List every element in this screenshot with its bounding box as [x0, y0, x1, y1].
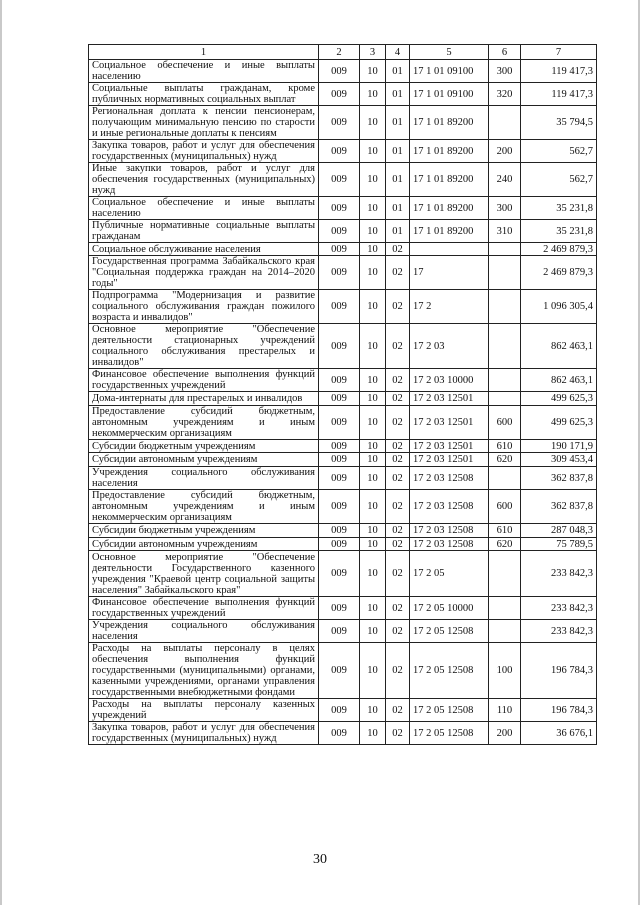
header-row — [89, 45, 597, 60]
cell-ved: 009 — [319, 597, 360, 620]
cell-vr — [489, 369, 521, 392]
table-row — [89, 392, 597, 406]
cell-sum: 35 231,8 — [521, 197, 597, 220]
cell-pr: 02 — [386, 597, 410, 620]
cell-rz: 10 — [360, 290, 386, 324]
cell-rz: 10 — [360, 106, 386, 140]
cell-rz: 10 — [360, 163, 386, 197]
table-row — [89, 369, 597, 392]
cell-rz: 10 — [360, 643, 386, 699]
cell-sum: 75 789,5 — [521, 538, 597, 551]
cell-name: Публичные нормативные социальные выплаты гражданам — [89, 220, 319, 243]
cell-name: Субсидии автономным учреждениям — [89, 453, 319, 467]
cell-ved: 009 — [319, 243, 360, 256]
cell-pr: 02 — [386, 524, 410, 538]
cell-rz: 10 — [360, 524, 386, 538]
cell-csr: 17 2 05 12508 — [410, 722, 489, 745]
cell-rz: 10 — [360, 490, 386, 524]
cell-pr: 02 — [386, 551, 410, 597]
cell-name: Предоставление субсидий бюджетным, автономным учреждениям и иным некоммерческим организациям — [89, 490, 319, 524]
cell-pr: 01 — [386, 163, 410, 197]
cell-rz: 10 — [360, 83, 386, 106]
cell-vr: 610 — [489, 440, 521, 453]
cell-pr: 02 — [386, 392, 410, 406]
cell-sum: 562,7 — [521, 163, 597, 197]
cell-pr: 02 — [386, 699, 410, 722]
table-row — [89, 453, 597, 467]
table-row — [89, 60, 597, 83]
cell-vr: 200 — [489, 722, 521, 745]
table-row — [89, 538, 597, 551]
cell-name: Закупка товаров, работ и услуг для обеспечения государственных (муниципальных) нужд — [89, 140, 319, 163]
cell-rz: 10 — [360, 467, 386, 490]
cell-rz: 10 — [360, 243, 386, 256]
cell-sum: 196 784,3 — [521, 643, 597, 699]
table-row — [89, 197, 597, 220]
cell-ved: 009 — [319, 538, 360, 551]
cell-vr — [489, 243, 521, 256]
cell-ved: 009 — [319, 722, 360, 745]
cell-csr: 17 2 03 12501 — [410, 453, 489, 467]
cell-csr: 17 1 01 89200 — [410, 140, 489, 163]
col-header-sum: 7 — [521, 45, 597, 60]
table-row — [89, 406, 597, 440]
cell-sum: 35 794,5 — [521, 106, 597, 140]
table-row — [89, 699, 597, 722]
cell-sum: 119 417,3 — [521, 83, 597, 106]
cell-rz: 10 — [360, 197, 386, 220]
table-row — [89, 440, 597, 453]
cell-csr: 17 1 01 89200 — [410, 197, 489, 220]
cell-rz: 10 — [360, 369, 386, 392]
cell-sum: 233 842,3 — [521, 620, 597, 643]
cell-csr: 17 1 01 89200 — [410, 163, 489, 197]
cell-vr — [489, 551, 521, 597]
page-number: 30 — [313, 852, 327, 867]
table-row — [89, 551, 597, 597]
col-header-name: 1 — [89, 45, 319, 60]
cell-name: Субсидии бюджетным учреждениям — [89, 524, 319, 538]
cell-ved: 009 — [319, 140, 360, 163]
cell-sum: 862 463,1 — [521, 369, 597, 392]
cell-ved: 009 — [319, 406, 360, 440]
table-row — [89, 256, 597, 290]
cell-sum: 287 048,3 — [521, 524, 597, 538]
cell-rz: 10 — [360, 538, 386, 551]
cell-vr — [489, 324, 521, 369]
scan-left-edge — [0, 0, 2, 905]
cell-csr: 17 2 — [410, 290, 489, 324]
cell-name: Закупка товаров, работ и услуг для обеспечения государственных (муниципальных) нужд — [89, 722, 319, 745]
cell-csr: 17 1 01 89200 — [410, 220, 489, 243]
cell-pr: 01 — [386, 197, 410, 220]
table-row — [89, 220, 597, 243]
cell-ved: 009 — [319, 551, 360, 597]
table-row — [89, 597, 597, 620]
table-row — [89, 620, 597, 643]
cell-vr — [489, 290, 521, 324]
cell-csr: 17 — [410, 256, 489, 290]
cell-vr: 600 — [489, 406, 521, 440]
cell-ved: 009 — [319, 369, 360, 392]
cell-vr: 110 — [489, 699, 521, 722]
cell-vr: 610 — [489, 524, 521, 538]
cell-csr: 17 2 03 12508 — [410, 524, 489, 538]
cell-sum: 499 625,3 — [521, 406, 597, 440]
cell-vr — [489, 392, 521, 406]
cell-pr: 02 — [386, 643, 410, 699]
table-body — [89, 60, 597, 745]
table-row — [89, 140, 597, 163]
cell-vr — [489, 597, 521, 620]
cell-vr: 300 — [489, 60, 521, 83]
cell-rz: 10 — [360, 440, 386, 453]
cell-csr: 17 2 05 12508 — [410, 699, 489, 722]
cell-name: Предоставление субсидий бюджетным, автономным учреждениям и иным некоммерческим организациям — [89, 406, 319, 440]
cell-sum: 196 784,3 — [521, 699, 597, 722]
table-row — [89, 324, 597, 369]
cell-name: Учреждения социального обслуживания населения — [89, 620, 319, 643]
cell-sum: 499 625,3 — [521, 392, 597, 406]
cell-csr: 17 1 01 09100 — [410, 60, 489, 83]
cell-name: Субсидии автономным учреждениям — [89, 538, 319, 551]
cell-rz: 10 — [360, 722, 386, 745]
cell-rz: 10 — [360, 60, 386, 83]
cell-ved: 009 — [319, 699, 360, 722]
cell-name: Дома-интернаты для престарелых и инвалидов — [89, 392, 319, 406]
cell-name: Социальное обслуживание населения — [89, 243, 319, 256]
cell-vr: 600 — [489, 490, 521, 524]
cell-name: Региональная доплата к пенсии пенсионерам, получающим минимальную пенсию по старости и иные региональные доплаты к пенсиям — [89, 106, 319, 140]
table-row — [89, 722, 597, 745]
cell-pr: 02 — [386, 538, 410, 551]
cell-pr: 02 — [386, 369, 410, 392]
cell-sum: 2 469 879,3 — [521, 256, 597, 290]
cell-name: Государственная программа Забайкальского края "Социальная поддержка граждан на 2014–2020 годы" — [89, 256, 319, 290]
table-row — [89, 643, 597, 699]
cell-ved: 009 — [319, 83, 360, 106]
cell-sum: 309 453,4 — [521, 453, 597, 467]
cell-pr: 01 — [386, 106, 410, 140]
col-header-pr: 4 — [386, 45, 410, 60]
cell-ved: 009 — [319, 256, 360, 290]
cell-csr: 17 2 03 12508 — [410, 467, 489, 490]
cell-ved: 009 — [319, 392, 360, 406]
cell-name: Социальные выплаты гражданам, кроме публичных нормативных социальных выплат — [89, 83, 319, 106]
cell-pr: 02 — [386, 620, 410, 643]
cell-pr: 01 — [386, 140, 410, 163]
col-header-csr: 5 — [410, 45, 489, 60]
budget-table — [88, 44, 597, 745]
cell-csr: 17 2 05 — [410, 551, 489, 597]
cell-pr: 02 — [386, 722, 410, 745]
cell-pr: 02 — [386, 243, 410, 256]
cell-pr: 02 — [386, 467, 410, 490]
cell-rz: 10 — [360, 256, 386, 290]
cell-ved: 009 — [319, 453, 360, 467]
cell-csr: 17 2 03 10000 — [410, 369, 489, 392]
cell-ved: 009 — [319, 643, 360, 699]
cell-rz: 10 — [360, 406, 386, 440]
cell-pr: 02 — [386, 440, 410, 453]
cell-ved: 009 — [319, 620, 360, 643]
table-row — [89, 290, 597, 324]
cell-ved: 009 — [319, 467, 360, 490]
cell-vr — [489, 106, 521, 140]
table-row — [89, 243, 597, 256]
cell-vr: 320 — [489, 83, 521, 106]
cell-vr: 100 — [489, 643, 521, 699]
cell-vr: 240 — [489, 163, 521, 197]
cell-csr: 17 2 03 12501 — [410, 406, 489, 440]
cell-name: Основное мероприятие "Обеспечение деятельности Государственного казенного учреждения "Краевой центр социальной защиты населения" Забайкальского края" — [89, 551, 319, 597]
cell-name: Социальное обеспечение и иные выплаты населению — [89, 197, 319, 220]
cell-name: Финансовое обеспечение выполнения функций государственных учреждений — [89, 597, 319, 620]
cell-vr: 300 — [489, 197, 521, 220]
cell-vr: 620 — [489, 538, 521, 551]
cell-sum: 233 842,3 — [521, 597, 597, 620]
cell-ved: 009 — [319, 220, 360, 243]
table-row — [89, 467, 597, 490]
cell-rz: 10 — [360, 551, 386, 597]
cell-sum: 362 837,8 — [521, 490, 597, 524]
cell-csr: 17 1 01 89200 — [410, 106, 489, 140]
cell-pr: 02 — [386, 453, 410, 467]
cell-name: Расходы на выплаты персоналу в целях обеспечения выполнения функций государственными (муниципальными) органами, казенными учреждениями, органами управления государственными внебюджетными фондами — [89, 643, 319, 699]
cell-vr: 620 — [489, 453, 521, 467]
cell-csr: 17 2 03 12508 — [410, 538, 489, 551]
cell-csr: 17 2 03 12501 — [410, 440, 489, 453]
cell-vr: 310 — [489, 220, 521, 243]
cell-ved: 009 — [319, 60, 360, 83]
cell-name: Основное мероприятие "Обеспечение деятельности стационарных учреждений социального обслуживания престарелых и инвалидов" — [89, 324, 319, 369]
cell-csr: 17 2 03 — [410, 324, 489, 369]
cell-pr: 02 — [386, 290, 410, 324]
cell-sum: 233 842,3 — [521, 551, 597, 597]
cell-csr: 17 2 03 12501 — [410, 392, 489, 406]
cell-sum: 1 096 305,4 — [521, 290, 597, 324]
cell-ved: 009 — [319, 197, 360, 220]
cell-vr — [489, 467, 521, 490]
table-row — [89, 524, 597, 538]
cell-rz: 10 — [360, 620, 386, 643]
cell-rz: 10 — [360, 324, 386, 369]
cell-csr — [410, 243, 489, 256]
cell-ved: 009 — [319, 106, 360, 140]
cell-vr: 200 — [489, 140, 521, 163]
cell-name: Субсидии бюджетным учреждениям — [89, 440, 319, 453]
cell-csr: 17 2 05 10000 — [410, 597, 489, 620]
cell-ved: 009 — [319, 440, 360, 453]
cell-sum: 190 171,9 — [521, 440, 597, 453]
cell-rz: 10 — [360, 220, 386, 243]
cell-name: Финансовое обеспечение выполнения функций государственных учреждений — [89, 369, 319, 392]
cell-csr: 17 1 01 09100 — [410, 83, 489, 106]
cell-name: Расходы на выплаты персоналу казенных учреждений — [89, 699, 319, 722]
cell-ved: 009 — [319, 163, 360, 197]
table-row — [89, 106, 597, 140]
cell-sum: 36 676,1 — [521, 722, 597, 745]
cell-ved: 009 — [319, 290, 360, 324]
cell-rz: 10 — [360, 140, 386, 163]
cell-ved: 009 — [319, 324, 360, 369]
table-row — [89, 83, 597, 106]
cell-name: Иные закупки товаров, работ и услуг для обеспечения государственных (муниципальных) нужд — [89, 163, 319, 197]
cell-pr: 02 — [386, 406, 410, 440]
col-header-vr: 6 — [489, 45, 521, 60]
cell-sum: 362 837,8 — [521, 467, 597, 490]
cell-sum: 862 463,1 — [521, 324, 597, 369]
cell-name: Учреждения социального обслуживания населения — [89, 467, 319, 490]
table-row — [89, 163, 597, 197]
cell-csr: 17 2 05 12508 — [410, 620, 489, 643]
cell-pr: 02 — [386, 256, 410, 290]
cell-pr: 01 — [386, 60, 410, 83]
cell-rz: 10 — [360, 392, 386, 406]
cell-csr: 17 2 03 12508 — [410, 490, 489, 524]
col-header-ved: 2 — [319, 45, 360, 60]
cell-ved: 009 — [319, 490, 360, 524]
table-row — [89, 490, 597, 524]
cell-name: Подпрограмма "Модернизация и развитие социального обслуживания граждан пожилого возраста и инвалидов" — [89, 290, 319, 324]
cell-rz: 10 — [360, 453, 386, 467]
cell-sum: 35 231,8 — [521, 220, 597, 243]
cell-vr — [489, 620, 521, 643]
cell-sum: 119 417,3 — [521, 60, 597, 83]
cell-sum: 2 469 879,3 — [521, 243, 597, 256]
cell-sum: 562,7 — [521, 140, 597, 163]
cell-csr: 17 2 05 12508 — [410, 643, 489, 699]
cell-rz: 10 — [360, 597, 386, 620]
cell-pr: 02 — [386, 324, 410, 369]
cell-rz: 10 — [360, 699, 386, 722]
cell-pr: 01 — [386, 83, 410, 106]
cell-ved: 009 — [319, 524, 360, 538]
col-header-rz: 3 — [360, 45, 386, 60]
cell-pr: 02 — [386, 490, 410, 524]
cell-vr — [489, 256, 521, 290]
cell-pr: 01 — [386, 220, 410, 243]
cell-name: Социальное обеспечение и иные выплаты населению — [89, 60, 319, 83]
